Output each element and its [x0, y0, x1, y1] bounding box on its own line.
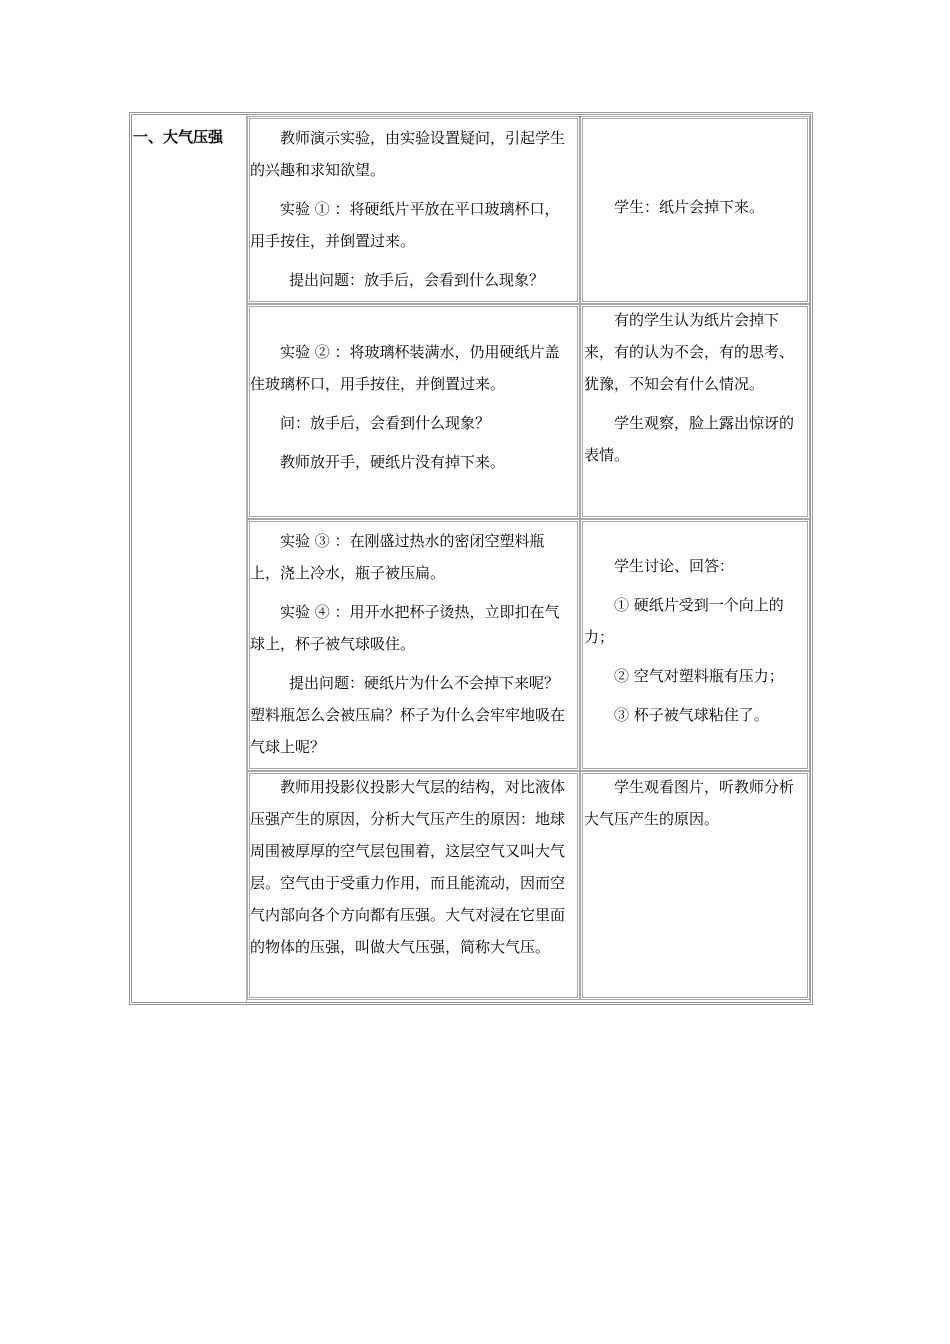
- teacher-text-4: [250, 771, 570, 970]
- section-column: [132, 115, 247, 1002]
- paragraph: ③ 杯子被气球粘住了。: [614, 706, 769, 724]
- teacher-text-3: [250, 525, 570, 770]
- paragraph: 实验 ② ：将玻璃杯装满水，仍用硬纸片盖住玻璃杯口，用手按住，并倒置过来。: [250, 343, 560, 393]
- section-title: 一、大气压强: [133, 128, 224, 146]
- paragraph: ① 硬纸片受到一个向上的力；: [584, 596, 784, 646]
- paragraph: 学生讨论、回答：: [614, 557, 735, 575]
- paragraph: 学生观看图片，听教师分析大气压产生的原因。: [584, 778, 795, 828]
- teacher-text-1: [250, 122, 570, 303]
- student-text-2: [584, 304, 806, 478]
- paragraph: 教师用投影仪投影大气层的结构，对比液体压强产生的原因，分析大气压产生的原因：地球周围被厚厚的空气层包围着，这层空气又叫大气层。空气由于受重力作用，而且能流动，因而空气内部向各个方向都有压强。大气对浸在它里面的物体的压强，叫做大气压强，简称大气压。: [250, 778, 566, 956]
- paragraph: 提出问题：硬纸片为什么不会掉下来呢？塑料瓶怎么会被压扁？杯子为什么会牢牢地吸在气球上呢？: [250, 674, 566, 756]
- paragraph: 学生观察，脸上露出惊讶的表情。: [584, 414, 795, 464]
- paragraph: 提出问题：放手后，会看到什么现象？: [289, 271, 545, 289]
- paragraph: 问：放手后，会看到什么现象？: [280, 414, 491, 432]
- paragraph: 学生：纸片会掉下来。: [614, 198, 765, 216]
- paragraph: 实验 ③ ：在刚盛过热水的密闭空塑料瓶上，浇上冷水，瓶子被压扁。: [250, 532, 545, 582]
- teacher-text-2: [250, 336, 570, 485]
- student-text-3: [584, 550, 808, 738]
- paragraph: 实验 ① ：将硬纸片平放在平口玻璃杯口，用手按住，并倒置过来。: [250, 200, 560, 250]
- student-text-4: [584, 771, 806, 842]
- paragraph: 教师演示实验，由实验设置疑问，引起学生的兴趣和求知欲望。: [250, 129, 566, 179]
- paragraph: 有的学生认为纸片会掉下来，有的认为不会，有的思考、犹豫，不知会有什么情况。: [584, 311, 795, 393]
- paragraph: 教师放开手，硬纸片没有掉下来。: [280, 453, 506, 471]
- paragraph: ② 空气对塑料瓶有压力；: [614, 667, 784, 685]
- paragraph: 实验 ④ ：用开水把杯子烫热，立即扣在气球上，杯子被气球吸住。: [250, 603, 560, 653]
- student-text-1: [584, 191, 806, 230]
